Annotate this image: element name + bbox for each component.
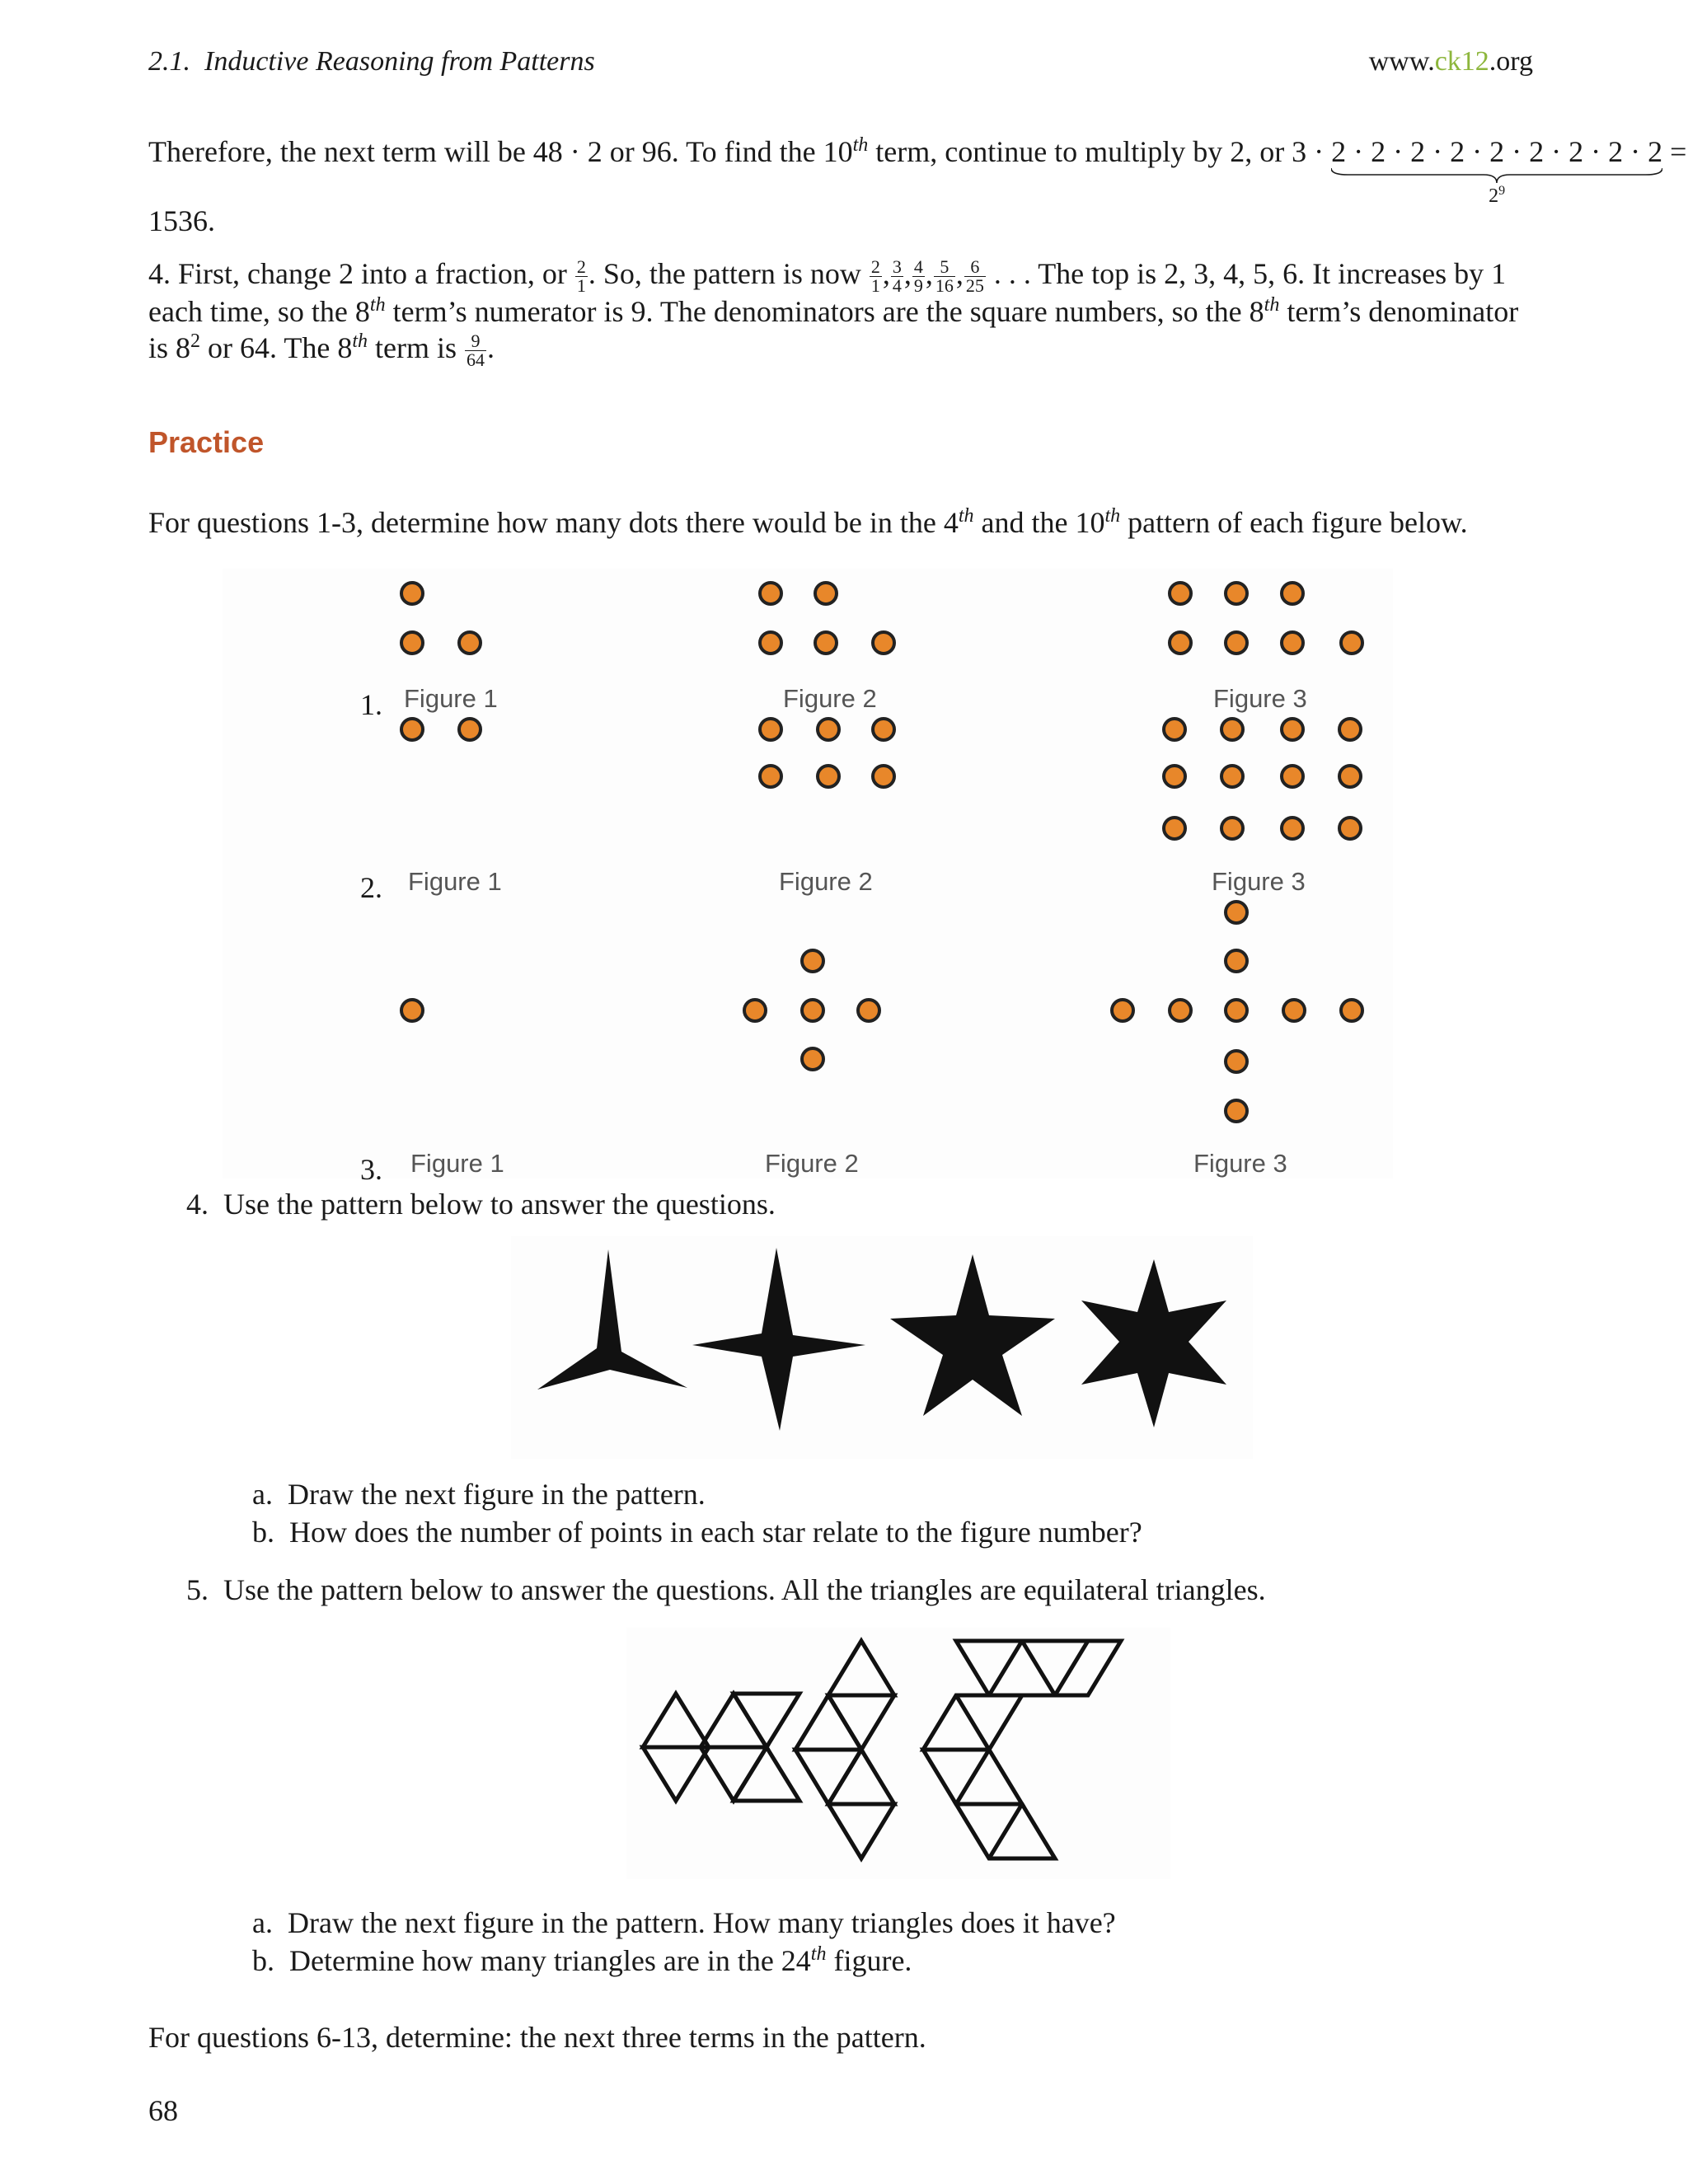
dot-icon xyxy=(802,1048,823,1070)
dot-icon xyxy=(1170,632,1191,654)
fraction: $\frac{4}{9}$ xyxy=(913,256,923,297)
chapter-title: Inductive Reasoning from Patterns xyxy=(204,46,595,77)
dot-icon xyxy=(1282,766,1303,787)
dot-icon xyxy=(1164,766,1185,787)
dot-icon xyxy=(1226,902,1247,923)
dot-icon xyxy=(815,583,837,604)
dot-icon xyxy=(1226,1000,1247,1021)
dot-icon xyxy=(1282,719,1303,740)
dot-icon xyxy=(1282,818,1303,839)
dot-icon xyxy=(873,632,894,654)
questions-6-13-intro: For questions 6-13, determine: the next three terms in the pattern. xyxy=(148,2021,926,2054)
triangle-figure-2-icon xyxy=(701,1694,799,1801)
figure-label: Figure 1 xyxy=(408,867,502,896)
dot-icon xyxy=(858,1000,879,1021)
question-2-number: 2. xyxy=(360,871,382,904)
question-5b: b. Determine how many triangles are in the 24th figure. xyxy=(252,1943,912,1977)
solution-4-text-b: . So, the pattern is now xyxy=(588,257,869,290)
dot-icon xyxy=(1112,1000,1133,1021)
dot-icon xyxy=(401,583,423,604)
triangles-figure xyxy=(626,1628,1170,1879)
question-4b: b. How does the number of points in each star relate to the figure number? xyxy=(252,1516,1142,1549)
dot-icon xyxy=(1339,719,1361,740)
site-prefix: www. xyxy=(1368,46,1435,77)
fraction: $\frac{3}{4}$ xyxy=(892,256,902,297)
solution-4-text-a: 4. First, change 2 into a fraction, or xyxy=(148,257,574,290)
equals-sign: = xyxy=(1662,135,1687,168)
practice-intro: For questions 1-3, determine how many dots there would be in the 4th and the 10th pattern of each figure below. xyxy=(148,505,1468,539)
dot-icon xyxy=(1226,950,1247,972)
dot-icon xyxy=(1164,719,1185,740)
dot-icon xyxy=(401,719,423,740)
dot-icon xyxy=(802,950,823,972)
dot-icon xyxy=(1283,1000,1305,1021)
site-suffix: .org xyxy=(1489,46,1533,77)
dot-icon xyxy=(1226,583,1247,604)
dot-icon xyxy=(1282,632,1303,654)
question-3-number: 3. xyxy=(360,1153,382,1186)
dot-icon xyxy=(459,719,481,740)
dot-icon xyxy=(401,1000,423,1021)
solution-3-text-b: term, continue to multiply by 2, or 3 · xyxy=(868,135,1332,168)
solution-4-line-3: is $8^2$ or 64. The 8th term is $\frac{9}{64}$ . xyxy=(148,330,495,371)
question-1-number: 1. xyxy=(360,688,382,721)
dot-icon xyxy=(1341,1000,1362,1021)
question-4a: a. Draw the next figure in the pattern. xyxy=(252,1478,706,1511)
five-point-star-icon xyxy=(890,1254,1055,1416)
figure-label: Figure 1 xyxy=(404,684,498,713)
question-5a: a. Draw the next figure in the pattern. How many triangles does it have? xyxy=(252,1906,1116,1939)
dot-icon xyxy=(459,632,481,654)
solution-3-result: 1536. xyxy=(148,204,215,237)
question-4 xyxy=(186,1185,776,1223)
figure-label: Figure 3 xyxy=(1193,1149,1287,1178)
figure-label: Figure 2 xyxy=(783,684,877,713)
figure-label: Figure 3 xyxy=(1213,684,1307,713)
product-terms: 2 · 2 · 2 · 2 · 2 · 2 · 2 · 2 · 2 xyxy=(1331,135,1663,168)
four-point-star-icon xyxy=(692,1248,865,1431)
site-brand: ck12 xyxy=(1434,46,1489,77)
solution-4-line-2: each time, so the 8th term’s numerator is 9. The denominators are the square numbers, so the 8th term’s denominator xyxy=(148,294,1519,328)
fraction: $\frac{6}{25}$ xyxy=(965,256,984,297)
dot-icon xyxy=(760,583,781,604)
dot-icon xyxy=(744,1000,766,1021)
dot-icon xyxy=(1226,632,1247,654)
question-5-text: Use the pattern below to answer the questions. All the triangles are equilateral triangles. xyxy=(223,1573,1266,1606)
dot-icon xyxy=(1341,632,1362,654)
figure-label: Figure 3 xyxy=(1212,867,1306,896)
dot-icon xyxy=(818,719,839,740)
solution-3-text-a: Therefore, the next term will be 48 · 2 or 96. To find the 10 xyxy=(148,135,853,168)
dot-icon xyxy=(1339,766,1361,787)
page-number: 68 xyxy=(148,2094,178,2127)
triangle-figure-3-icon xyxy=(795,1641,894,1858)
dots-group xyxy=(401,583,1362,1122)
dot-icon xyxy=(401,632,423,654)
figure-label: Figure 1 xyxy=(410,1149,504,1178)
dot-icon xyxy=(873,766,894,787)
dot-icon xyxy=(760,766,781,787)
three-point-star-icon xyxy=(537,1249,687,1390)
question-5 xyxy=(186,1571,1266,1609)
dot-icon xyxy=(1221,818,1243,839)
fraction: $\frac{2}{1}$ xyxy=(870,256,880,297)
question-4-text: Use the pattern below to answer the questions. xyxy=(223,1188,776,1221)
dot-icon xyxy=(1221,719,1243,740)
dot-icon xyxy=(1170,583,1191,604)
six-point-star-icon xyxy=(1081,1259,1226,1427)
fraction: $\frac{9}{64}$ xyxy=(466,330,485,371)
dot-icon xyxy=(873,719,894,740)
section-number: 2.1. xyxy=(148,46,190,77)
dot-icon xyxy=(818,766,839,787)
fraction: $\frac{2}{1}$ xyxy=(576,256,586,297)
dot-icon xyxy=(1226,1051,1247,1072)
dot-icon xyxy=(1339,818,1361,839)
solution-4-line-1: 4. First, change 2 into a fraction, or $\frac{2}{1}$ . So, the pattern is now $\frac{2}{1}$ , $\frac{3}{4}$ , $\frac{4}{9}$ , $\frac{5}{16}$ , $\frac{6}{25}$ . . . The top is 2, 3, 4, 5, 6. It increases by 1 xyxy=(148,256,1507,297)
stars-figure xyxy=(511,1236,1253,1459)
dot-icon xyxy=(760,719,781,740)
dot-icon xyxy=(802,1000,823,1021)
dot-icon xyxy=(760,632,781,654)
dot-icon xyxy=(815,632,837,654)
dot-icon xyxy=(1226,1100,1247,1122)
fraction: $\frac{5}{16}$ xyxy=(935,256,954,297)
dot-icon xyxy=(1170,1000,1191,1021)
dot-icon xyxy=(1164,818,1185,839)
question-5-number: 5. xyxy=(186,1573,209,1606)
brace-label: $2^9$ xyxy=(1489,184,1506,207)
figure-label: Figure 2 xyxy=(779,867,873,896)
dot-icon xyxy=(1221,766,1243,787)
triangle-figure-4-icon xyxy=(923,1641,1121,1858)
practice-heading: Practice xyxy=(148,425,265,459)
dot-icon xyxy=(1282,583,1303,604)
solution-4-text-c: . . . The top is 2, 3, 4, 5, 6. It increases by 1 xyxy=(986,257,1507,290)
question-4-number: 4. xyxy=(186,1188,209,1221)
superscript-th: th xyxy=(852,134,869,156)
figure-label: Figure 2 xyxy=(765,1149,859,1178)
